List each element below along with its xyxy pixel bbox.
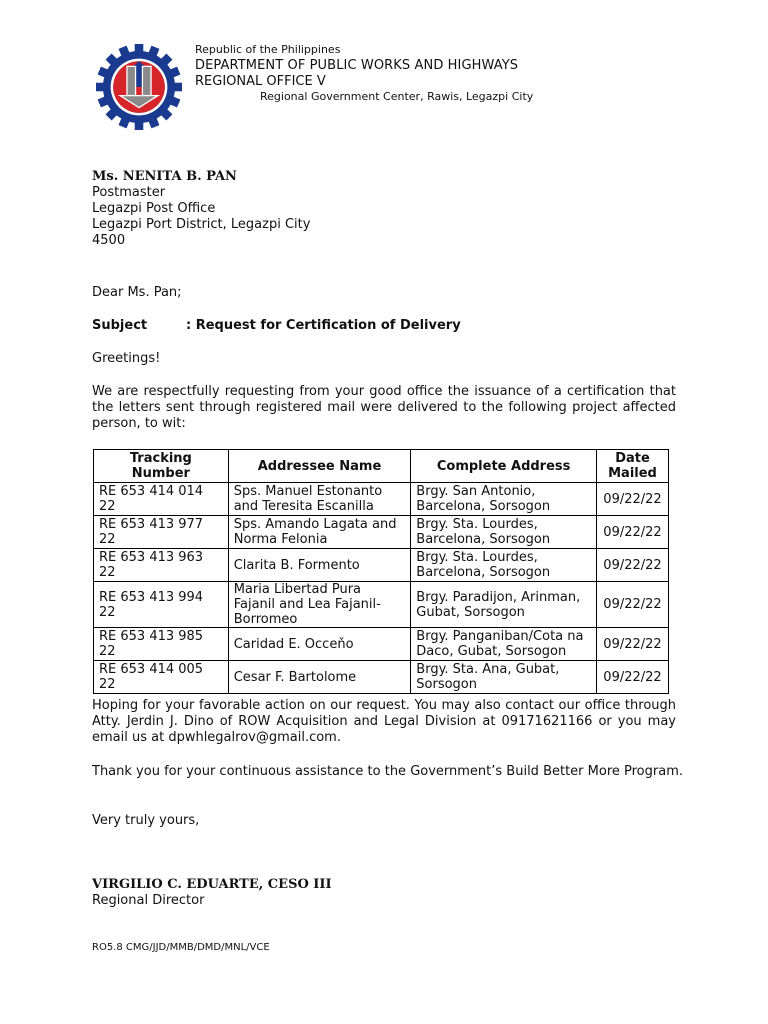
tracking-number: RE 653 413 985 22	[94, 628, 229, 661]
republic-line: Republic of the Philippines	[195, 43, 341, 56]
salutation: Dear Ms. Pan;	[92, 285, 182, 300]
date-mailed: 09/22/22	[596, 582, 668, 628]
dpwh-seal-icon	[96, 44, 182, 130]
complete-address: Brgy. Sta. Lourdes, Barcelona, Sorsogon	[411, 516, 597, 549]
thanks-paragraph: Thank you for your continuous assistance to the Government’s Build Better More Program.	[92, 764, 683, 779]
complete-address: Brgy. Sta. Ana, Gubat, Sorsogon	[411, 661, 597, 694]
office-name: REGIONAL OFFICE V	[195, 74, 326, 89]
tracking-number: RE 653 413 963 22	[94, 549, 229, 582]
addressee-name: Caridad E. Occeňo	[228, 628, 411, 661]
complete-address: Brgy. Sta. Lourdes, Barcelona, Sorsogon	[411, 549, 597, 582]
reference-initials: RO5.8 CMG/JJD/MMB/DMD/MNL/VCE	[92, 942, 270, 953]
table-row	[94, 549, 669, 582]
col-header-addressee: Addressee Name	[228, 450, 411, 483]
complete-address: Brgy. Paradijon, Arinman, Gubat, Sorsogon	[411, 582, 597, 628]
recipient-district: Legazpi Port District, Legazpi City	[92, 217, 311, 232]
tracking-number: RE 653 414 005 22	[94, 661, 229, 694]
tracking-number: RE 653 414 014 22	[94, 483, 229, 516]
col-header-address: Complete Address	[411, 450, 597, 483]
mail-tracking-table	[93, 449, 669, 694]
col-header-date: Date Mailed	[596, 450, 668, 483]
signatory-name: VIRGILIO C. EDUARTE, CESO III	[92, 877, 332, 892]
date-mailed: 09/22/22	[596, 516, 668, 549]
col-header-tracking: Tracking Number	[94, 450, 229, 483]
intro-paragraph: We are respectfully requesting from your good office the issuance of a certification that the letters sent through registered mail were delivered to the following project affected person, to wit:	[92, 384, 676, 431]
date-mailed: 09/22/22	[596, 483, 668, 516]
tracking-number: RE 653 413 977 22	[94, 516, 229, 549]
closing-paragraph: Hoping for your favorable action on our request. You may also contact our office through Atty. Jerdin J. Dino of ROW Acquisition and Legal Division at 09171621166 or you may email us at dpwhlegalrov@gmail.com.	[92, 698, 676, 745]
table-row	[94, 628, 669, 661]
table-row	[94, 516, 669, 549]
tracking-number: RE 653 413 994 22	[94, 582, 229, 628]
signatory-title: Regional Director	[92, 893, 205, 908]
recipient-title: Postmaster	[92, 185, 166, 200]
complimentary-close: Very truly yours,	[92, 813, 200, 828]
recipient-name: Ms. NENITA B. PAN	[92, 169, 237, 184]
recipient-office: Legazpi Post Office	[92, 201, 216, 216]
subject-label: Subject	[92, 318, 148, 333]
complete-address: Brgy. Panganiban/Cota na Daco, Gubat, Sorsogon	[411, 628, 597, 661]
recipient-zip: 4500	[92, 233, 126, 248]
date-mailed: 09/22/22	[596, 628, 668, 661]
date-mailed: 09/22/22	[596, 661, 668, 694]
addressee-name: Clarita B. Formento	[228, 549, 411, 582]
table-row	[94, 483, 669, 516]
complete-address: Brgy. San Antonio, Barcelona, Sorsogon	[411, 483, 597, 516]
addressee-name: Cesar F. Bartolome	[228, 661, 411, 694]
addressee-name: Sps. Amando Lagata and Norma Felonia	[228, 516, 411, 549]
table-row	[94, 661, 669, 694]
table-row	[94, 582, 669, 628]
table-header-row	[94, 450, 669, 483]
office-address: Regional Government Center, Rawis, Legazpi City	[260, 90, 534, 103]
greeting: Greetings!	[92, 351, 161, 366]
department-name: DEPARTMENT OF PUBLIC WORKS AND HIGHWAYS	[195, 58, 519, 73]
addressee-name: Maria Libertad Pura Fajanil and Lea Fajanil-Borromeo	[228, 582, 411, 628]
addressee-name: Sps. Manuel Estonanto and Teresita Escanilla	[228, 483, 411, 516]
date-mailed: 09/22/22	[596, 549, 668, 582]
subject-text: : Request for Certification of Delivery	[186, 318, 461, 333]
